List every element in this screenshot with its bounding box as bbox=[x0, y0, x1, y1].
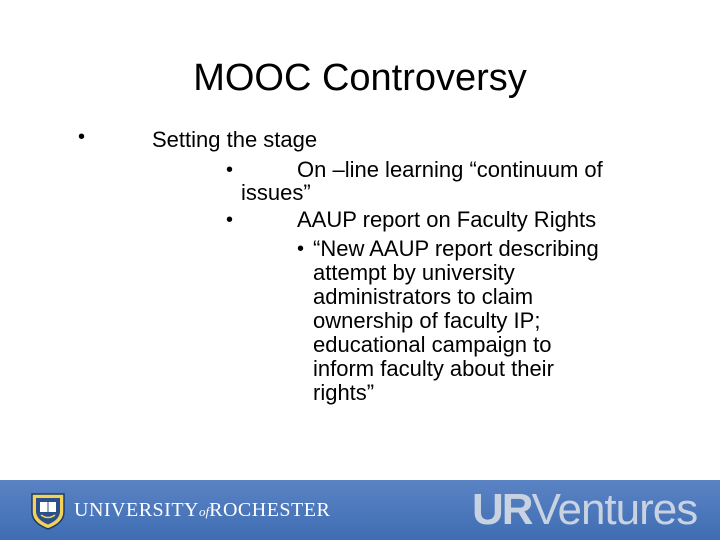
ur-ventures-logo-ur: UR bbox=[472, 485, 532, 534]
university-wordmark-of: of bbox=[199, 504, 210, 519]
quote-line: attempt by university bbox=[313, 260, 515, 285]
university-wordmark bbox=[74, 497, 330, 525]
quote-line: rights” bbox=[313, 380, 375, 405]
footer-banner bbox=[0, 480, 720, 540]
quote-line: administrators to claim bbox=[313, 284, 534, 309]
bullet-text-setting-the-stage: Setting the stage bbox=[152, 127, 318, 152]
ur-ventures-logo-ventures: Ventures bbox=[531, 485, 698, 534]
bullet-text-aaup-report: AAUP report on Faculty Rights bbox=[297, 207, 597, 232]
bullet-text-online-learning-line1: On –line learning “continuum of bbox=[297, 157, 603, 182]
bullet-level-1: • bbox=[78, 126, 86, 148]
quote-line: educational campaign to bbox=[313, 332, 552, 357]
quote-line: ownership of faculty IP; bbox=[313, 308, 541, 333]
bullet-level-2: • bbox=[226, 159, 234, 181]
bullet-level-3: • bbox=[297, 238, 305, 260]
bullet-text-online-learning-line2: issues” bbox=[241, 180, 311, 205]
university-wordmark-part2: ROCHESTER bbox=[209, 499, 331, 521]
slide-title: MOOC Controversy bbox=[193, 57, 527, 99]
university-wordmark-part1: UNIVERSITY bbox=[74, 499, 199, 521]
bullet-level-2: • bbox=[226, 209, 234, 231]
quote-line: inform faculty about their bbox=[313, 356, 554, 381]
university-seal-icon bbox=[28, 490, 68, 530]
ur-ventures-logo bbox=[472, 486, 697, 534]
quote-line: “New AAUP report describing bbox=[313, 236, 599, 261]
